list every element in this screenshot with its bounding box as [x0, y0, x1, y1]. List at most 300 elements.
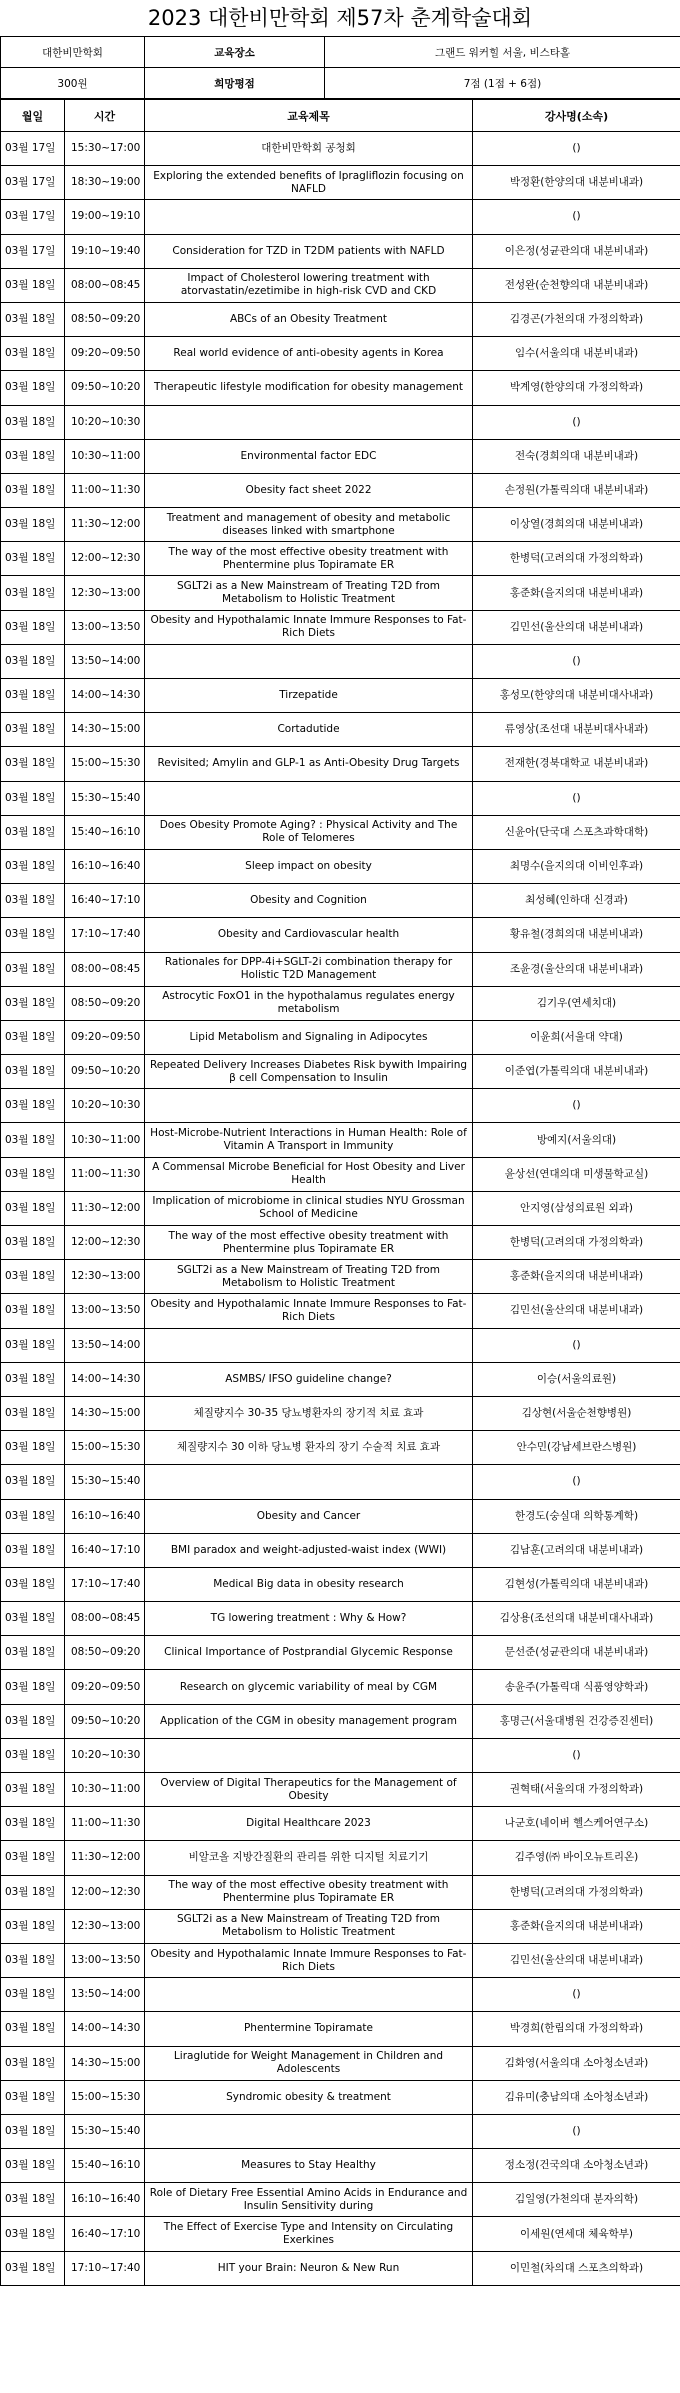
session-title: ASMBS/ IFSO guideline change?: [145, 1362, 473, 1396]
session-title: Obesity and Hypothalamic Innate Immure Responses to Fat-Rich Diets: [145, 1943, 473, 1977]
schedule-header-row: [1, 100, 680, 132]
session-time: 15:30~15:40: [65, 1465, 145, 1499]
session-time: 12:30~13:00: [65, 576, 145, 610]
session-title: Phentermine Topiramate: [145, 2012, 473, 2046]
session-speaker: 최명수(을지의대 이비인후과): [473, 849, 680, 883]
session-date: 03월 18일: [1, 1670, 65, 1704]
session-time: 17:10~17:40: [65, 918, 145, 952]
session-title: Implication of microbiome in clinical studies NYU Grossman School of Medicine: [145, 1191, 473, 1225]
session-time: 16:40~17:10: [65, 884, 145, 918]
session-time: 13:50~14:00: [65, 1328, 145, 1362]
session-time: 08:50~09:20: [65, 986, 145, 1020]
session-date: 03월 18일: [1, 1294, 65, 1328]
session-row: [1, 234, 680, 268]
session-title: Consideration for TZD in T2DM patients with NAFLD: [145, 234, 473, 268]
session-speaker: 이민철(차의대 스포츠의학과): [473, 2251, 680, 2285]
session-title: Obesity and Cardiovascular health: [145, 918, 473, 952]
session-row: [1, 2183, 680, 2217]
session-row: [1, 1294, 680, 1328]
session-time: 18:30~19:00: [65, 166, 145, 200]
session-title: Tirzepatide: [145, 679, 473, 713]
session-row: [1, 337, 680, 371]
session-date: 03월 18일: [1, 781, 65, 815]
session-speaker: 전성완(순천향의대 내분비내과): [473, 268, 680, 302]
session-time: 10:30~11:00: [65, 1773, 145, 1807]
session-date: 03월 18일: [1, 2046, 65, 2080]
session-time: 10:20~10:30: [65, 1738, 145, 1772]
session-title: [145, 2114, 473, 2148]
session-speaker: 최성혜(인하대 신경과): [473, 884, 680, 918]
organizer-cell: 대한비만학회: [1, 37, 145, 68]
session-time: 13:00~13:50: [65, 610, 145, 644]
session-speaker: 송윤주(가톨릭대 식품영양학과): [473, 1670, 680, 1704]
session-speaker: 이상열(경희의대 내분비내과): [473, 508, 680, 542]
session-row: [1, 1465, 680, 1499]
session-row: [1, 1773, 680, 1807]
session-speaker: 김일영(가천의대 분자의학): [473, 2183, 680, 2217]
session-speaker: 김상현(서울순천향병원): [473, 1396, 680, 1430]
header-time: 시간: [65, 100, 145, 132]
credit-value: 7점 (1점 + 6점): [325, 68, 680, 99]
session-date: 03월 18일: [1, 1157, 65, 1191]
session-speaker: 홍명근(서울대병원 건강증진센터): [473, 1704, 680, 1738]
session-date: 03월 18일: [1, 884, 65, 918]
session-time: 15:40~16:10: [65, 2149, 145, 2183]
schedule-table: [0, 99, 680, 2286]
session-row: [1, 2149, 680, 2183]
session-time: 17:10~17:40: [65, 2251, 145, 2285]
session-row: [1, 1841, 680, 1875]
session-row: [1, 952, 680, 986]
info-row-venue: [1, 37, 680, 68]
session-title: [145, 1738, 473, 1772]
session-title: 비알코올 지방간질환의 관리를 위한 디지털 치료기기: [145, 1841, 473, 1875]
session-speaker: 김민선(울산의대 내분비내과): [473, 1943, 680, 1977]
session-date: 03월 18일: [1, 1773, 65, 1807]
session-title: Application of the CGM in obesity management program: [145, 1704, 473, 1738]
session-row: [1, 2012, 680, 2046]
session-date: 03월 18일: [1, 1123, 65, 1157]
session-speaker: 홍성모(한양의대 내분비대사내과): [473, 679, 680, 713]
session-date: 03월 18일: [1, 1841, 65, 1875]
session-time: 15:00~15:30: [65, 1431, 145, 1465]
session-speaker: 신윤아(단국대 스포츠과학대학): [473, 815, 680, 849]
session-speaker: (): [473, 405, 680, 439]
session-row: [1, 1020, 680, 1054]
session-row: [1, 1499, 680, 1533]
session-speaker: 한병덕(고려의대 가정의학과): [473, 542, 680, 576]
session-title: Treatment and management of obesity and metabolic diseases linked with smartphone: [145, 508, 473, 542]
session-row: [1, 1807, 680, 1841]
session-time: 12:00~12:30: [65, 1875, 145, 1909]
session-speaker: 김남훈(고려의대 내분비내과): [473, 1533, 680, 1567]
session-title: Obesity and Hypothalamic Innate Immure Responses to Fat-Rich Diets: [145, 610, 473, 644]
session-row: [1, 1362, 680, 1396]
session-row: [1, 1602, 680, 1636]
session-date: 03월 18일: [1, 337, 65, 371]
session-title: Real world evidence of anti-obesity agents in Korea: [145, 337, 473, 371]
session-row: [1, 1260, 680, 1294]
session-row: [1, 815, 680, 849]
session-speaker: (): [473, 644, 680, 678]
session-title: [145, 781, 473, 815]
session-date: 03월 18일: [1, 1738, 65, 1772]
session-date: 03월 18일: [1, 1396, 65, 1430]
session-title: Medical Big data in obesity research: [145, 1567, 473, 1601]
session-title: Impact of Cholesterol lowering treatment with atorvastatin/ezetimibe in high-risk CVD and CKD: [145, 268, 473, 302]
session-row: [1, 268, 680, 302]
session-speaker: 안지영(삼성의료원 외과): [473, 1191, 680, 1225]
session-speaker: 김기우(연세치대): [473, 986, 680, 1020]
session-row: [1, 884, 680, 918]
session-speaker: 한병덕(고려의대 가정의학과): [473, 1875, 680, 1909]
session-row: [1, 2217, 680, 2251]
session-time: 16:10~16:40: [65, 1499, 145, 1533]
session-date: 03월 18일: [1, 918, 65, 952]
fee-cell: 300원: [1, 68, 145, 99]
session-title: Astrocytic FoxO1 in the hypothalamus regulates energy metabolism: [145, 986, 473, 1020]
session-time: 15:00~15:30: [65, 2080, 145, 2114]
session-date: 03월 18일: [1, 2149, 65, 2183]
session-time: 11:00~11:30: [65, 1807, 145, 1841]
session-date: 03월 18일: [1, 1533, 65, 1567]
session-speaker: 김경곤(가천의대 가정의학과): [473, 302, 680, 336]
session-speaker: 홍준화(을지의대 내분비내과): [473, 1909, 680, 1943]
session-title: Measures to Stay Healthy: [145, 2149, 473, 2183]
session-row: [1, 405, 680, 439]
session-time: 15:30~15:40: [65, 2114, 145, 2148]
session-speaker: 김주영(㈜ 바이오뉴트리온): [473, 1841, 680, 1875]
session-title: Obesity and Cancer: [145, 1499, 473, 1533]
session-title: A Commensal Microbe Beneficial for Host Obesity and Liver Health: [145, 1157, 473, 1191]
session-speaker: 손정원(가톨릭의대 내분비내과): [473, 473, 680, 507]
session-title: HIT your Brain: Neuron & New Run: [145, 2251, 473, 2285]
session-row: [1, 542, 680, 576]
session-title: Syndromic obesity & treatment: [145, 2080, 473, 2114]
session-title: Research on glycemic variability of meal by CGM: [145, 1670, 473, 1704]
session-row: [1, 576, 680, 610]
session-time: 13:00~13:50: [65, 1943, 145, 1977]
session-time: 11:00~11:30: [65, 1157, 145, 1191]
session-title: Revisited; Amylin and GLP-1 as Anti-Obesity Drug Targets: [145, 747, 473, 781]
session-speaker: (): [473, 132, 680, 166]
session-time: 09:20~09:50: [65, 1020, 145, 1054]
session-time: 09:50~10:20: [65, 1704, 145, 1738]
session-title: The way of the most effective obesity treatment with Phentermine plus Topiramate ER: [145, 1226, 473, 1260]
session-time: 08:50~09:20: [65, 1636, 145, 1670]
session-time: 08:00~08:45: [65, 1602, 145, 1636]
session-date: 03월 18일: [1, 576, 65, 610]
session-row: [1, 1978, 680, 2012]
session-title: Sleep impact on obesity: [145, 849, 473, 883]
session-date: 03월 17일: [1, 200, 65, 234]
session-title: 대한비만학회 공청회: [145, 132, 473, 166]
session-title: [145, 1328, 473, 1362]
session-time: 15:40~16:10: [65, 815, 145, 849]
info-table: [0, 36, 680, 99]
session-time: 15:30~17:00: [65, 132, 145, 166]
session-speaker: 한병덕(고려의대 가정의학과): [473, 1226, 680, 1260]
session-date: 03월 18일: [1, 1807, 65, 1841]
session-date: 03월 18일: [1, 815, 65, 849]
session-time: 09:50~10:20: [65, 1055, 145, 1089]
session-row: [1, 1875, 680, 1909]
session-speaker: 정소정(건국의대 소아청소년과): [473, 2149, 680, 2183]
session-date: 03월 18일: [1, 268, 65, 302]
session-title: [145, 200, 473, 234]
session-time: 15:00~15:30: [65, 747, 145, 781]
session-title: [145, 1089, 473, 1123]
session-date: 03월 18일: [1, 986, 65, 1020]
session-title: 체질량지수 30-35 당뇨병환자의 장기적 치료 효과: [145, 1396, 473, 1430]
session-speaker: 전숙(경희의대 내분비내과): [473, 439, 680, 473]
session-speaker: 김유미(충남의대 소아청소년과): [473, 2080, 680, 2114]
session-speaker: 황유철(경희의대 내분비내과): [473, 918, 680, 952]
session-title: SGLT2i as a New Mainstream of Treating T2D from Metabolism to Holistic Treatment: [145, 1909, 473, 1943]
session-row: [1, 1704, 680, 1738]
session-date: 03월 18일: [1, 1362, 65, 1396]
session-speaker: 박경희(한림의대 가정의학과): [473, 2012, 680, 2046]
session-row: [1, 1191, 680, 1225]
session-row: [1, 1055, 680, 1089]
session-row: [1, 166, 680, 200]
session-speaker: 박정환(한양의대 내분비내과): [473, 166, 680, 200]
session-row: [1, 1396, 680, 1430]
session-time: 09:20~09:50: [65, 337, 145, 371]
session-row: [1, 610, 680, 644]
session-time: 10:20~10:30: [65, 1089, 145, 1123]
session-speaker: 이승(서울의료원): [473, 1362, 680, 1396]
header-date: 월일: [1, 100, 65, 132]
session-speaker: 홍준화(을지의대 내분비내과): [473, 576, 680, 610]
session-date: 03월 18일: [1, 1909, 65, 1943]
session-row: [1, 200, 680, 234]
session-row: [1, 849, 680, 883]
session-time: 11:30~12:00: [65, 1191, 145, 1225]
session-row: [1, 302, 680, 336]
session-row: [1, 986, 680, 1020]
session-time: 14:30~15:00: [65, 713, 145, 747]
session-date: 03월 18일: [1, 1943, 65, 1977]
session-title: SGLT2i as a New Mainstream of Treating T2D from Metabolism to Holistic Treatment: [145, 576, 473, 610]
session-title: Liraglutide for Weight Management in Children and Adolescents: [145, 2046, 473, 2080]
session-time: 12:30~13:00: [65, 1909, 145, 1943]
session-time: 12:30~13:00: [65, 1260, 145, 1294]
session-date: 03월 18일: [1, 2080, 65, 2114]
session-date: 03월 18일: [1, 610, 65, 644]
session-date: 03월 18일: [1, 1978, 65, 2012]
session-speaker: 류영상(조선대 내분비대사내과): [473, 713, 680, 747]
session-title: Repeated Delivery Increases Diabetes Risk bywith Impairing β cell Compensation to Insulin: [145, 1055, 473, 1089]
session-title: Clinical Importance of Postprandial Glycemic Response: [145, 1636, 473, 1670]
session-time: 16:40~17:10: [65, 2217, 145, 2251]
session-date: 03월 18일: [1, 1875, 65, 1909]
session-date: 03월 18일: [1, 1465, 65, 1499]
session-row: [1, 2114, 680, 2148]
session-time: 14:00~14:30: [65, 1362, 145, 1396]
session-speaker: (): [473, 1465, 680, 1499]
session-speaker: 권혁태(서울의대 가정의학과): [473, 1773, 680, 1807]
session-title: ABCs of an Obesity Treatment: [145, 302, 473, 336]
session-time: 08:00~08:45: [65, 268, 145, 302]
session-date: 03월 18일: [1, 1567, 65, 1601]
session-time: 19:00~19:10: [65, 200, 145, 234]
session-speaker: 문선준(성균관의대 내분비내과): [473, 1636, 680, 1670]
session-time: 14:30~15:00: [65, 1396, 145, 1430]
session-date: 03월 18일: [1, 1226, 65, 1260]
session-title: Environmental factor EDC: [145, 439, 473, 473]
session-date: 03월 18일: [1, 679, 65, 713]
session-row: [1, 1738, 680, 1772]
session-date: 03월 18일: [1, 747, 65, 781]
session-speaker: 홍준화(을지의대 내분비내과): [473, 1260, 680, 1294]
session-time: 14:00~14:30: [65, 2012, 145, 2046]
session-speaker: 조윤경(울산의대 내분비내과): [473, 952, 680, 986]
session-row: [1, 1123, 680, 1157]
session-time: 16:40~17:10: [65, 1533, 145, 1567]
session-title: Lipid Metabolism and Signaling in Adipocytes: [145, 1020, 473, 1054]
session-row: [1, 1943, 680, 1977]
session-time: 15:30~15:40: [65, 781, 145, 815]
session-date: 03월 18일: [1, 2217, 65, 2251]
session-date: 03월 18일: [1, 439, 65, 473]
session-time: 10:20~10:30: [65, 405, 145, 439]
schedule-body: [1, 132, 680, 2286]
session-title: [145, 1465, 473, 1499]
session-date: 03월 18일: [1, 542, 65, 576]
session-title: Obesity and Cognition: [145, 884, 473, 918]
session-time: 11:00~11:30: [65, 473, 145, 507]
session-time: 12:00~12:30: [65, 1226, 145, 1260]
session-speaker: (): [473, 1738, 680, 1772]
session-speaker: (): [473, 1978, 680, 2012]
session-title: BMI paradox and weight-adjusted-waist index (WWI): [145, 1533, 473, 1567]
session-title: Role of Dietary Free Essential Amino Acids in Endurance and Insulin Sensitivity during: [145, 2183, 473, 2217]
session-date: 03월 18일: [1, 2012, 65, 2046]
session-title: Overview of Digital Therapeutics for the Management of Obesity: [145, 1773, 473, 1807]
session-time: 17:10~17:40: [65, 1567, 145, 1601]
page-title: 2023 대한비만학회 제57차 춘계학술대회: [147, 6, 533, 30]
session-title: The Effect of Exercise Type and Intensity on Circulating Exerkines: [145, 2217, 473, 2251]
session-title: SGLT2i as a New Mainstream of Treating T2D from Metabolism to Holistic Treatment: [145, 1260, 473, 1294]
session-row: [1, 439, 680, 473]
session-date: 03월 18일: [1, 302, 65, 336]
session-title: Obesity and Hypothalamic Innate Immure Responses to Fat-Rich Diets: [145, 1294, 473, 1328]
session-time: 10:30~11:00: [65, 1123, 145, 1157]
credit-label: 희망평점: [145, 68, 325, 99]
session-time: 09:50~10:20: [65, 371, 145, 405]
session-date: 03월 18일: [1, 1260, 65, 1294]
session-speaker: 박계영(한양의대 가정의학과): [473, 371, 680, 405]
session-title: 체질량지수 30 이하 당뇨병 환자의 장기 수술적 치료 효과: [145, 1431, 473, 1465]
session-title: Exploring the extended benefits of Ipragliflozin focusing on NAFLD: [145, 166, 473, 200]
session-speaker: 임수(서울의대 내분비내과): [473, 337, 680, 371]
session-speaker: 윤상선(연대의대 미생물학교실): [473, 1157, 680, 1191]
session-date: 03월 18일: [1, 405, 65, 439]
session-row: [1, 713, 680, 747]
session-date: 03월 18일: [1, 1499, 65, 1533]
session-time: 13:50~14:00: [65, 1978, 145, 2012]
session-date: 03월 18일: [1, 473, 65, 507]
session-time: 09:20~09:50: [65, 1670, 145, 1704]
session-row: [1, 1431, 680, 1465]
session-speaker: (): [473, 2114, 680, 2148]
session-row: [1, 918, 680, 952]
session-row: [1, 1157, 680, 1191]
session-row: [1, 747, 680, 781]
session-time: 16:10~16:40: [65, 2183, 145, 2217]
session-title: [145, 405, 473, 439]
session-time: 14:30~15:00: [65, 2046, 145, 2080]
session-speaker: (): [473, 1328, 680, 1362]
session-speaker: (): [473, 200, 680, 234]
session-date: 03월 17일: [1, 234, 65, 268]
session-date: 03월 17일: [1, 166, 65, 200]
session-row: [1, 644, 680, 678]
session-date: 03월 18일: [1, 1328, 65, 1362]
session-date: 03월 18일: [1, 1431, 65, 1465]
session-speaker: 김상용(조선의대 내분비대사내과): [473, 1602, 680, 1636]
session-speaker: 이은정(성균관의대 내분비내과): [473, 234, 680, 268]
session-speaker: 나군호(네이버 헬스케어연구소): [473, 1807, 680, 1841]
session-date: 03월 18일: [1, 508, 65, 542]
session-title: [145, 1978, 473, 2012]
session-row: [1, 1909, 680, 1943]
session-date: 03월 18일: [1, 644, 65, 678]
session-date: 03월 18일: [1, 2251, 65, 2285]
session-row: [1, 2251, 680, 2285]
session-row: [1, 2046, 680, 2080]
session-speaker: 이준엽(가톨릭의대 내분비내과): [473, 1055, 680, 1089]
session-date: 03월 18일: [1, 1602, 65, 1636]
session-date: 03월 18일: [1, 2114, 65, 2148]
session-title: Digital Healthcare 2023: [145, 1807, 473, 1841]
session-time: 14:00~14:30: [65, 679, 145, 713]
session-date: 03월 18일: [1, 1089, 65, 1123]
session-speaker: (): [473, 1089, 680, 1123]
session-title: Host-Microbe-Nutrient Interactions in Human Health: Role of Vitamin A Transport in Immunity: [145, 1123, 473, 1157]
session-title: Cortadutide: [145, 713, 473, 747]
session-row: [1, 1089, 680, 1123]
session-title: Therapeutic lifestyle modification for obesity management: [145, 371, 473, 405]
session-title: [145, 644, 473, 678]
session-speaker: 김민선(울산의대 내분비내과): [473, 610, 680, 644]
session-title: TG lowering treatment : Why & How?: [145, 1602, 473, 1636]
session-time: 11:30~12:00: [65, 508, 145, 542]
session-time: 13:50~14:00: [65, 644, 145, 678]
session-date: 03월 18일: [1, 713, 65, 747]
session-row: [1, 679, 680, 713]
session-date: 03월 17일: [1, 132, 65, 166]
session-date: 03월 18일: [1, 1636, 65, 1670]
venue-label: 교육장소: [145, 37, 325, 68]
session-speaker: (): [473, 781, 680, 815]
session-date: 03월 18일: [1, 1704, 65, 1738]
header-lecturer: 강사명(소속): [473, 100, 680, 132]
session-speaker: 전재한(경북대학교 내분비내과): [473, 747, 680, 781]
session-speaker: 이세원(연세대 체육학부): [473, 2217, 680, 2251]
session-time: 11:30~12:00: [65, 1841, 145, 1875]
session-row: [1, 2080, 680, 2114]
session-title: Rationales for DPP-4i+SGLT-2i combination therapy for Holistic T2D Management: [145, 952, 473, 986]
session-time: 16:10~16:40: [65, 849, 145, 883]
session-date: 03월 18일: [1, 952, 65, 986]
header-subject: 교육제목: [145, 100, 473, 132]
session-title: The way of the most effective obesity treatment with Phentermine plus Topiramate ER: [145, 1875, 473, 1909]
session-date: 03월 18일: [1, 1055, 65, 1089]
session-time: 19:10~19:40: [65, 234, 145, 268]
session-row: [1, 132, 680, 166]
